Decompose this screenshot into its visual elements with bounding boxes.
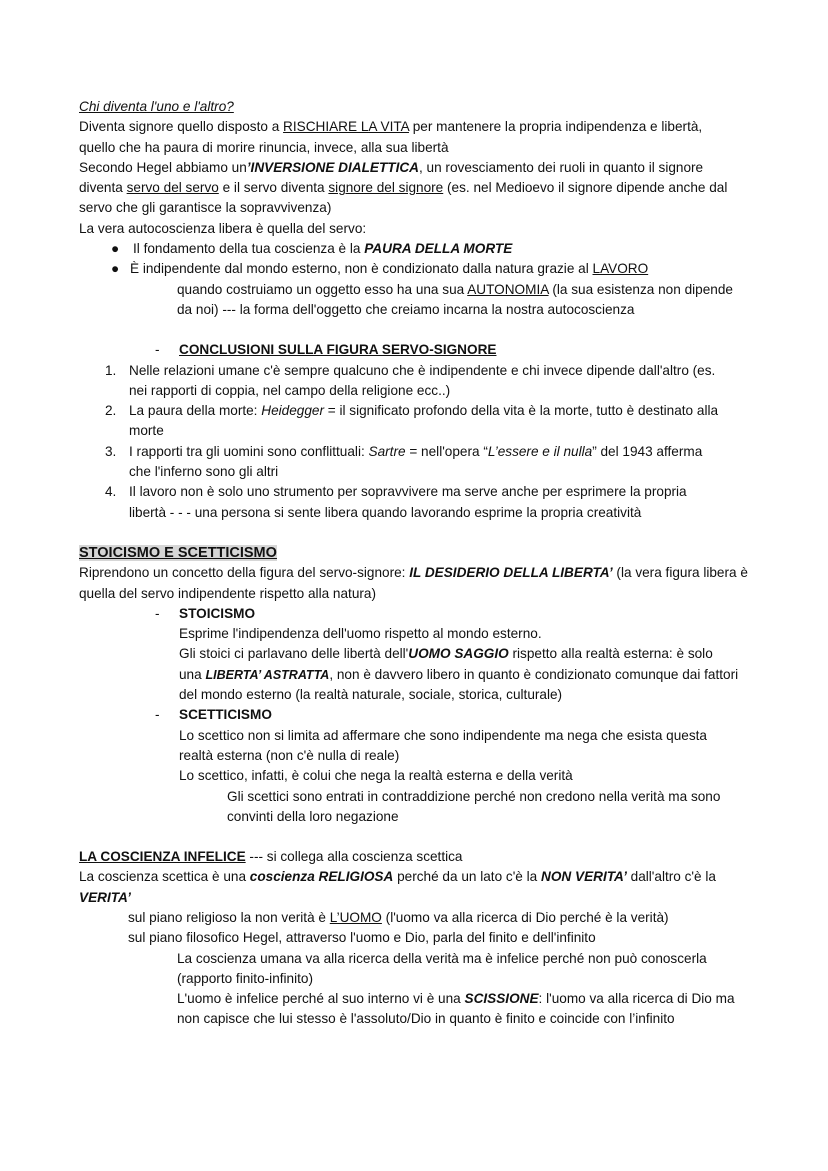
spacer (0, 827, 828, 847)
list-number: 1. (105, 362, 117, 378)
text-line: che l'inferno sono gli altri (129, 464, 279, 480)
text-line: Lo scettico non si limita ad affermare che sono indipendente ma nega che esista questa (179, 727, 707, 743)
text-line: Riprendono un concetto della figura del servo-signore: IL DESIDERIO DELLA LIBERTA’ (la vera figura libera è (79, 565, 748, 581)
text-line: realtà esterna (non c'è nulla di reale) (179, 747, 400, 763)
text-line: libertà - - - una persona si sente libera quando lavorando esprime la propria creatività (129, 504, 642, 520)
list-number: 3. (105, 443, 117, 459)
text-line: Lo scettico, infatti, è colui che nega la realtà esterna e della verità (179, 768, 573, 784)
text-line: servo che gli garantisce la sopravvivenza) (79, 200, 332, 216)
subsection-heading: - STOICISMO (179, 604, 828, 624)
text-line: da noi) --- la forma dell'oggetto che creiamo incarna la nostra autocoscienza (177, 301, 635, 317)
text-line: sul piano religioso la non verità è L’UOMO (l'uomo va alla ricerca di Dio perché è la verità) (128, 909, 669, 925)
list-number: 2. (105, 403, 117, 419)
spacer (0, 523, 828, 543)
section-heading: - CONCLUSIONI SULLA FIGURA SERVO-SIGNORE (179, 340, 828, 360)
text-line: una LIBERTA’ ASTRATTA, non è davvero libero in quanto è condizionato comunque dai fattori (179, 666, 739, 682)
list-item: 3. I rapporti tra gli uomini sono conflittuali: Sartre = nell'opera “L’essere e il nulla” del 1943 afferma (129, 442, 828, 462)
text-line: L'uomo è infelice perché al suo interno vi è una SCISSIONE: l'uomo va alla ricerca di Dio ma (177, 991, 735, 1007)
list-item: 1. Nelle relazioni umane c'è sempre qualcuno che è indipendente e chi invece dipende dall'altro (es. (129, 361, 828, 381)
section-heading: LA COSCIENZA INFELICE --- si collega alla coscienza scettica (79, 849, 463, 865)
text-line: diventa servo del servo e il servo diventa signore del signore (es. nel Medioevo il signore dipende anche dal (79, 180, 728, 196)
text-line: morte (129, 423, 164, 439)
text-line: del mondo esterno (la realtà naturale, sociale, storica, culturale) (179, 687, 563, 703)
text-line: sul piano filosofico Hegel, attraverso l'uomo e Dio, parla del finito e dell'infinito (128, 930, 596, 946)
text-line: Diventa signore quello disposto a RISCHIARE LA VITA per mantenere la propria indipendenza e libertà, (79, 119, 703, 135)
text-line: quello che ha paura di morire rinuncia, invece, alla sua libertà (79, 139, 449, 155)
section-stoicismo-scetticismo (0, 543, 828, 827)
spacer (0, 320, 828, 340)
text-line: quando costruiamo un oggetto esso ha una sua AUTONOMIA (la sua esistenza non dipende (177, 281, 733, 297)
text-line: VERITA’ (79, 889, 131, 905)
bullet-icon: ● (111, 241, 120, 257)
dash-marker: - (155, 605, 160, 621)
section-heading: STOICISMO E SCETTICISMO (79, 544, 277, 561)
section-heading: Chi diventa l'uno e l'altro? (79, 99, 234, 114)
text-line: non capisce che lui stesso è l'assoluto/Dio in quanto è finito e coincide con l’infinito (177, 1011, 675, 1027)
bullet-item: ● È indipendente dal mondo esterno, non è condizionato dalla natura grazie al LAVORO (130, 259, 828, 279)
dash-marker: - (155, 342, 160, 358)
list-item: 4. Il lavoro non è solo uno strumento per sopravvivere ma serve anche per esprimere la propria (129, 482, 828, 502)
text-line: Gli stoici ci parlavano delle libertà dell'UOMO SAGGIO rispetto alla realtà esterna: è solo (179, 646, 713, 662)
text-line: Gli scettici sono entrati in contraddizione perché non credono nella verità ma sono (227, 788, 721, 804)
text-line: Esprime l'indipendenza dell'uomo rispetto al mondo esterno. (179, 626, 542, 642)
section-coscienza-infelice (0, 847, 828, 1030)
text-line: nei rapporti di coppia, nel campo della religione ecc..) (129, 382, 451, 398)
bullet-icon: ● (111, 261, 120, 277)
text-line: La coscienza scettica è una coscienza RELIGIOSA perché da un lato c'è la NON VERITA’ dall'altro c'è la (79, 869, 716, 885)
bullet-item: ● Il fondamento della tua coscienza è la PAURA DELLA MORTE (133, 239, 828, 259)
text-line: quella del servo indipendente rispetto alla natura) (79, 585, 376, 601)
text-line: (rapporto finito-infinito) (177, 970, 313, 986)
section-conclusioni (0, 340, 828, 523)
text-line: La vera autocoscienza libera è quella del servo: (79, 220, 367, 236)
text-line: La coscienza umana va alla ricerca della verità ma è infelice perché non può conoscerla (177, 950, 707, 966)
list-number: 4. (105, 484, 117, 500)
section-chi-diventa (0, 97, 828, 320)
list-item: 2. La paura della morte: Heidegger = il significato profondo della vita è la morte, tutto è destinato alla (129, 401, 828, 421)
text-line: Secondo Hegel abbiamo un’INVERSIONE DIALETTICA, un rovesciamento dei ruoli in quanto il signore (79, 159, 704, 175)
text-line: convinti della loro negazione (227, 808, 399, 824)
dash-marker: - (155, 707, 160, 723)
subsection-heading: - SCETTICISMO (179, 705, 828, 725)
